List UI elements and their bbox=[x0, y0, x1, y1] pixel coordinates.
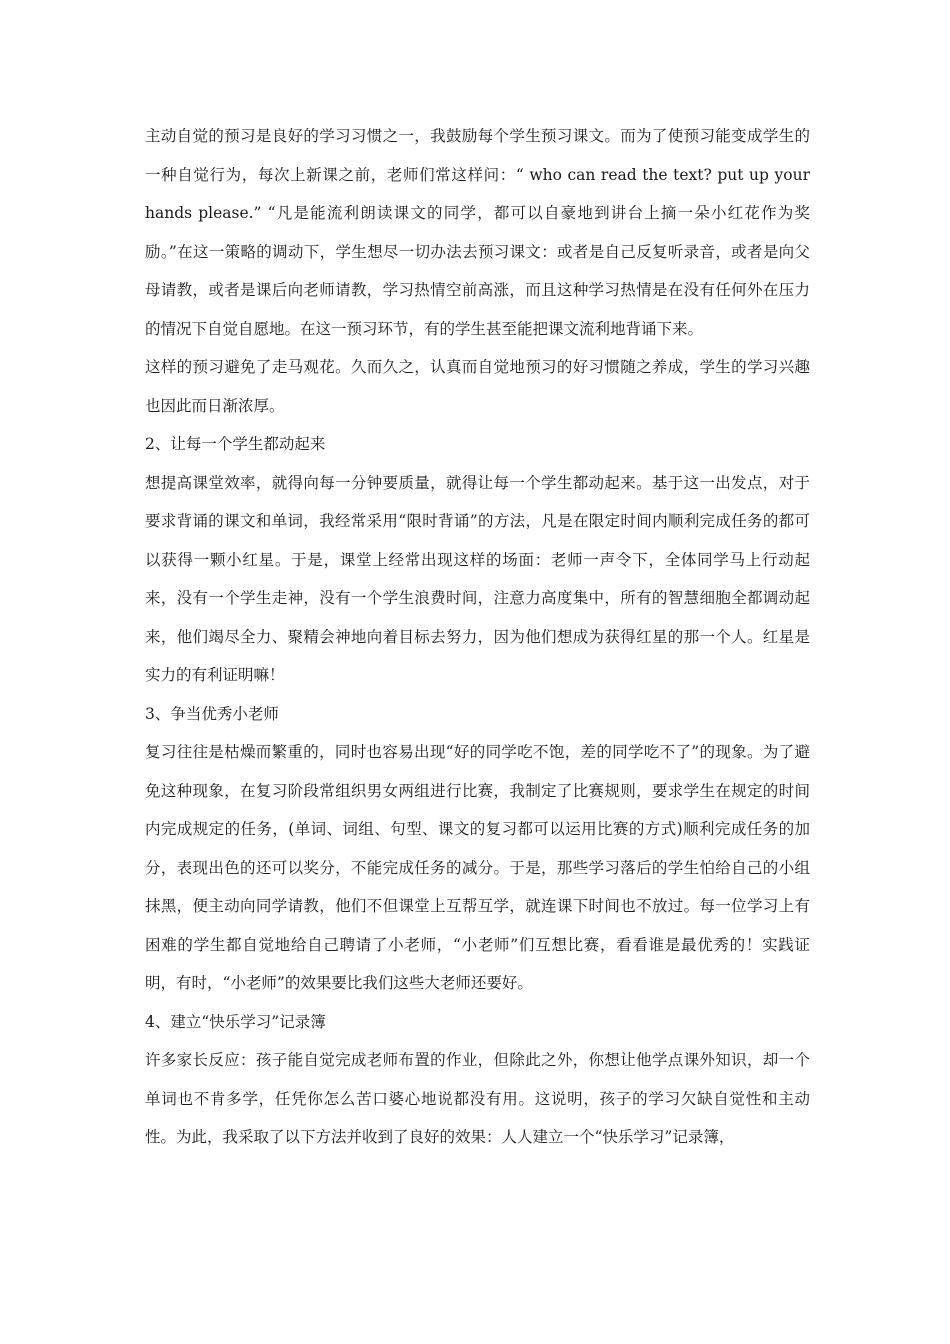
paragraph-happy-learning-log: 许多家长反应：孩子能自觉完成老师布置的作业，但除此之外，你想让他学点课外知识，却一个单词也不肯多学，任凭你怎么苦口婆心地说都没有用。这说明，孩子的学习欠缺自觉性和主动性。为此，我采取了以下方法并收到了良好的效果：人人建立一个“快乐学习”记录簿， bbox=[145, 1051, 810, 1146]
paragraph-preview-habit: 主动自觉的预习是良好的学习习惯之一，我鼓励每个学生预习课文。而为了使预习能变成学生的一种自觉行为，每次上新课之前，老师们常这样问：“ who can read the text? put up your hands please.” “凡是能流利朗读课文的同学，都可以自豪地到讲台上摘一朵小红花作为奖励。”在这一策略的调动下，学生想尽一切办法去预习课文：或者是自己反复听录音，或者是向父母请教，或者是课后向老师请教，学习热情空前高涨，而且这种学习热情是在没有任何外在压力的情况下自觉自愿地。在这一预习环节，有的学生甚至能把课文流利地背诵下来。 bbox=[145, 127, 810, 338]
section-heading-2: 2、让每一个学生都动起来 bbox=[145, 435, 326, 453]
section-heading-4: 4、建立“快乐学习”记录簿 bbox=[145, 1012, 326, 1031]
paragraph-timed-recitation: 想提高课堂效率，就得向每一分钟要质量，就得让每一个学生都动起来。基于这一出发点，对于要求背诵的课文和单词，我经常采用“限时背诵”的方法，凡是在限定时间内顺利完成任务的都可以获得一颗小红星。于是，课堂上经常出现这样的场面：老师一声令下，全体同学马上行动起来，没有一个学生走神，没有一个学生浪费时间，注意力高度集中，所有的智慧细胞全都调动起来，他们竭尽全力、聚精会神地向着目标去努力，因为他们想成为获得红星的那一个人。红星是实力的有利证明嘛！ bbox=[145, 473, 810, 684]
section-heading-3: 3、争当优秀小老师 bbox=[145, 704, 279, 723]
paragraph-little-teacher: 复习往往是枯燥而繁重的，同时也容易出现“好的同学吃不饱，差的同学吃不了”的现象。为了避免这种现象，在复习阶段常组织男女两组进行比赛，我制定了比赛规则，要求学生在规定的时间内完成规定的任务，(单词、词组、句型、课文的复习都可以运用比赛的方式)顺利完成任务的加分，表现出色的还可以奖分，不能完成任务的减分。于是，那些学习落后的学生怕给自己的小组抹黑，便主动向同学请教，他们不但课堂上互帮互学，就连课下时间也不放过。每一位学习上有困难的学生都自觉地给自己聘请了小老师，“小老师”们互想比赛，看看谁是最优秀的！实践证明，有时，“小老师”的效果要比我们这些大老师还要好。 bbox=[145, 743, 810, 992]
document-body bbox=[145, 117, 810, 1157]
paragraph-preview-result: 这样的预习避免了走马观花。久而久之，认真而自觉地预习的好习惯随之养成，学生的学习兴趣也因此而日渐浓厚。 bbox=[145, 358, 810, 415]
